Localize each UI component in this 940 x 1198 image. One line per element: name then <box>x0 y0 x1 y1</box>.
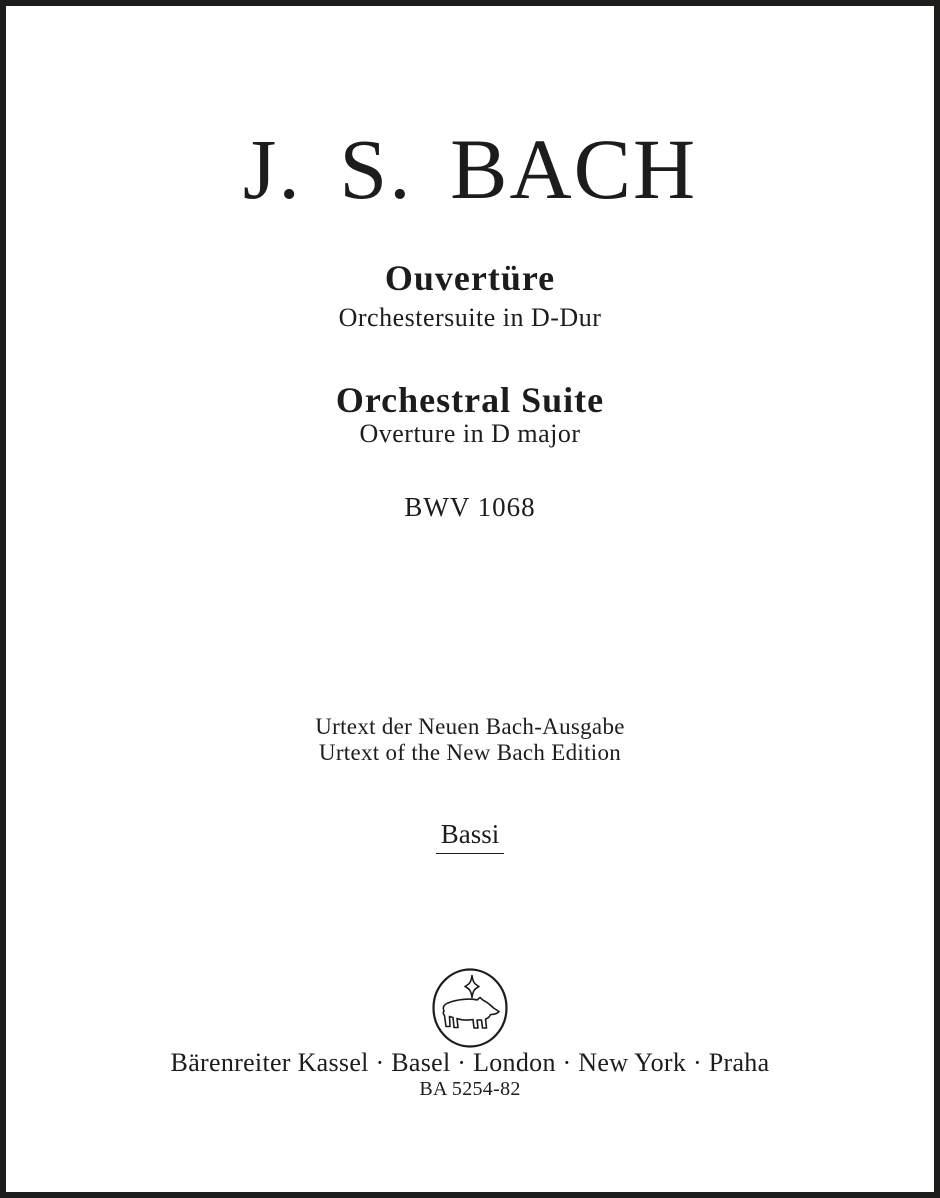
work-title-english: Orchestral Suite <box>335 380 605 420</box>
part-name-container <box>6 821 934 854</box>
plate-number: BA 5254-82 <box>419 1078 521 1100</box>
work-subtitle-german: Orchestersuite in D-Dur <box>338 303 602 332</box>
urtext-note-german: Urtext der Neuen Bach-Ausgabe <box>315 714 625 739</box>
urtext-note-english: Urtext of the New Bach Edition <box>318 740 622 765</box>
work-subtitle-english: Overture in D major <box>359 419 581 448</box>
composer-name: J. S. BACH <box>242 121 698 217</box>
work-title-german: Ouvertüre <box>384 258 556 298</box>
catalog-number: BWV 1068 <box>404 492 536 522</box>
publisher-cities-line: Bärenreiter Kassel · Basel · London · New York · Praha <box>170 1048 770 1077</box>
part-name: Bassi <box>436 821 505 854</box>
publisher-logo-icon <box>429 966 511 1050</box>
baerenreiter-bear-star-logo <box>429 966 511 1055</box>
